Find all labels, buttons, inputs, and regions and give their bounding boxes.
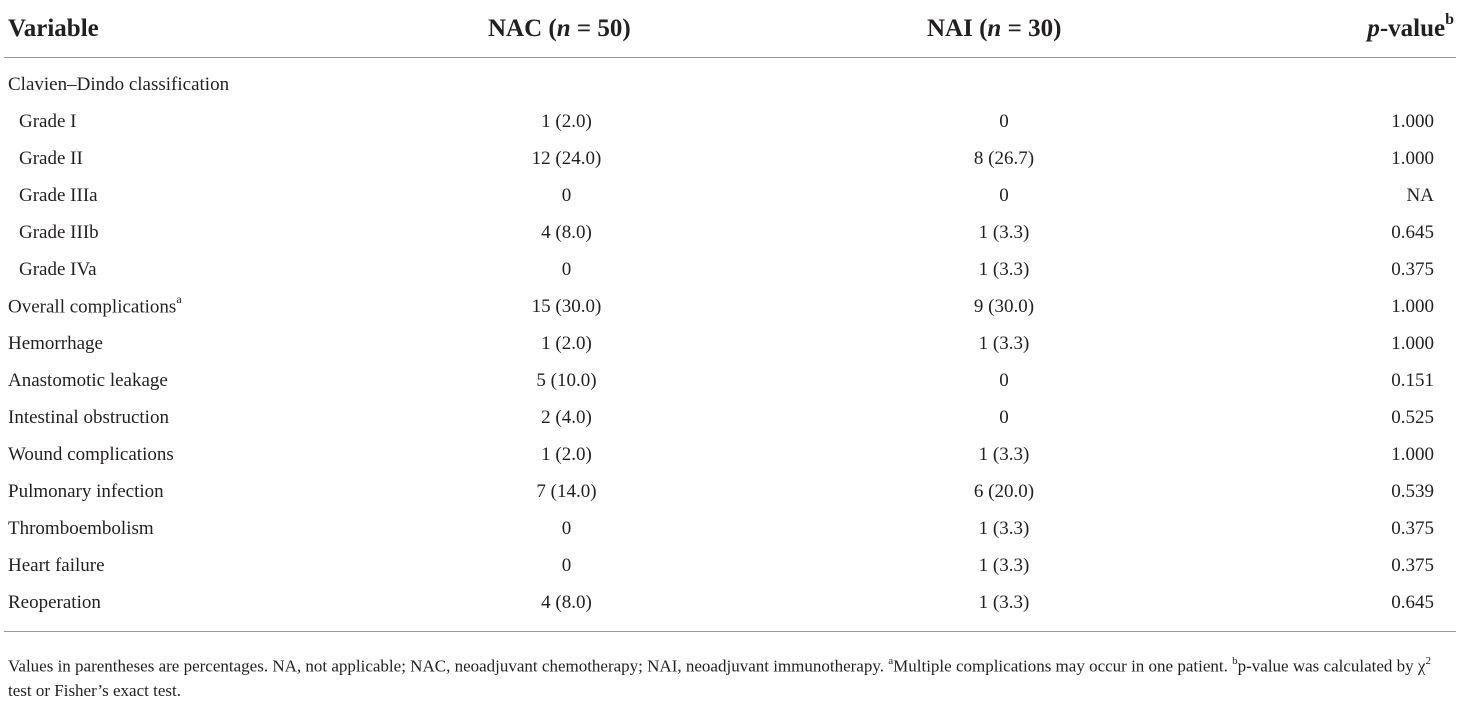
footnote-text-2: Multiple complications may occur in one patient. [893,656,1233,676]
table-row [4,547,1456,584]
nac-value: 0 [561,554,572,576]
header-nai-name: NAI ( [927,14,988,42]
table-header [4,0,1456,58]
cell-nai [699,584,1309,632]
header-nai-label [927,15,1061,42]
header-nac [434,0,699,58]
cell-nac [434,325,699,362]
cell-nai [699,362,1309,399]
cell-nac [434,177,699,214]
p-value: 0.375 [1391,258,1434,280]
p-value: 0.375 [1391,517,1434,539]
table-row [4,436,1456,473]
header-variable [4,0,434,58]
variable-label: Grade IIIa [19,184,98,206]
cell-nac [434,547,699,584]
nai-value: 8 (26.7) [973,147,1035,169]
nai-value: 1 (3.3) [978,258,1030,280]
p-value: 0.375 [1391,554,1434,576]
nai-value: 1 (3.3) [978,517,1030,539]
variable-label: Thromboembolism [8,517,154,539]
cell-variable [4,362,434,399]
nac-value: 4 (8.0) [541,221,592,243]
table-row [4,288,1456,325]
cell-variable [4,473,434,510]
cell-nai [699,58,1309,104]
nac-value: 15 (30.0) [531,295,602,317]
header-p-prefix: p [1367,15,1380,43]
nac-value: 0 [561,517,572,539]
nai-value: 1 (3.3) [978,443,1030,465]
variable-label: Overall complications [8,296,177,318]
cell-p-value [1309,473,1456,510]
cell-p-value [1309,177,1456,214]
nac-value: 0 [561,184,572,206]
header-nac-count: = 50) [570,14,631,42]
cell-p-value [1309,103,1456,140]
variable-label: Clavien–Dindo classification [8,73,230,95]
cell-nai [699,436,1309,473]
cell-p-value [1309,436,1456,473]
footnote-sup-a: a [888,655,894,667]
cell-variable [4,584,434,632]
table-row [4,399,1456,436]
nai-value: 0 [999,110,1009,132]
cell-variable [4,325,434,362]
nac-value: 5 (10.0) [536,369,597,391]
cell-nac [434,214,699,251]
nac-value: 12 (24.0) [531,147,602,169]
cell-nai [699,325,1309,362]
table-row [4,140,1456,177]
header-row [4,0,1456,58]
footnote-text-3: p-value was calculated by χ [1237,656,1426,676]
table-row [4,362,1456,399]
cell-nai [699,510,1309,547]
cell-nac [434,473,699,510]
variable-label: Anastomotic leakage [8,369,168,391]
cell-p-value [1309,58,1456,104]
cell-nai [699,473,1309,510]
cell-variable [4,177,434,214]
cell-nai [699,103,1309,140]
cell-variable [4,399,434,436]
header-p-suffix: -value [1379,15,1446,43]
cell-p-value [1309,547,1456,584]
cell-p-value [1309,288,1456,325]
nai-value: 9 (30.0) [973,295,1035,317]
cell-nac [434,58,699,104]
table-row [4,473,1456,510]
cell-nac [434,288,699,325]
variable-footnote-marker: a [176,292,182,307]
p-value: 0.539 [1391,480,1434,502]
nai-value: 1 (3.3) [978,332,1030,354]
cell-p-value [1309,584,1456,632]
cell-variable [4,58,434,104]
variable-label: Grade I [19,110,77,132]
cell-nac [434,251,699,288]
p-value: 1.000 [1391,332,1434,354]
nac-value: 7 (14.0) [536,480,597,502]
cell-p-value [1309,214,1456,251]
table-row [4,214,1456,251]
header-nac-label [488,15,631,42]
table-row [4,510,1456,547]
header-variable-label: Variable [8,14,99,42]
variable-label: Grade II [19,147,83,169]
nai-value: 0 [999,369,1009,391]
p-value: 0.525 [1391,406,1434,428]
nac-value: 2 (4.0) [541,406,592,428]
nac-value: 0 [561,258,572,280]
variable-label: Intestinal obstruction [8,406,169,428]
variable-label: Grade IIIb [19,221,99,243]
p-value: 1.000 [1391,110,1434,132]
cell-nac [434,584,699,632]
cell-nac [434,140,699,177]
p-value: 0.151 [1391,369,1434,391]
cell-variable [4,214,434,251]
complications-table [4,0,1456,632]
cell-variable [4,103,434,140]
header-nai-n: n [987,14,1002,42]
nac-value: 1 (2.0) [541,110,592,132]
cell-variable [4,140,434,177]
cell-p-value [1309,325,1456,362]
cell-nac [434,103,699,140]
nac-value: 4 (8.0) [541,591,592,613]
nai-value: 1 (3.3) [978,591,1030,613]
cell-p-value [1309,362,1456,399]
table-row [4,103,1456,140]
cell-nai [699,399,1309,436]
cell-nac [434,510,699,547]
variable-label: Reoperation [8,591,101,613]
header-nai [699,0,1309,58]
cell-variable [4,251,434,288]
p-value: NA [1406,184,1434,206]
cell-variable [4,547,434,584]
variable-label: Grade IVa [19,258,97,280]
cell-nai [699,251,1309,288]
nac-value: 1 (2.0) [541,332,592,354]
cell-nai [699,177,1309,214]
header-p-value [1309,0,1456,58]
cell-nac [434,362,699,399]
footnote-text-4: test or Fisher’s exact test. [8,680,181,700]
cell-nai [699,214,1309,251]
p-value: 1.000 [1391,147,1434,169]
variable-label: Heart failure [8,554,105,576]
variable-label: Wound complications [8,443,174,465]
footnote-sup-2: 2 [1425,655,1431,667]
cell-nac [434,399,699,436]
footnote-sup-b: b [1232,655,1238,667]
nai-value: 0 [999,406,1009,428]
table-row [4,251,1456,288]
nac-value: 1 (2.0) [541,443,592,465]
cell-p-value [1309,510,1456,547]
cell-p-value [1309,140,1456,177]
table-footnote [8,650,1448,703]
footnote-text-1: Values in parentheses are percentages. NA, not applicable; NAC, neoadjuvant chemotherapy; NAI, neoadjuvant immunotherapy. [8,656,889,676]
cell-nai [699,547,1309,584]
header-nac-n: n [556,14,571,42]
p-value: 0.645 [1391,221,1434,243]
variable-label: Pulmonary infection [8,480,164,502]
nai-value: 6 (20.0) [973,480,1035,502]
header-p-label [1367,10,1454,43]
table-body [4,58,1456,632]
cell-nac [434,436,699,473]
cell-variable [4,288,434,325]
header-nac-name: NAC ( [488,14,557,42]
cell-p-value [1309,251,1456,288]
variable-label: Hemorrhage [8,332,103,354]
cell-nai [699,288,1309,325]
table-row [4,177,1456,214]
p-value: 1.000 [1391,443,1434,465]
nai-value: 0 [999,184,1009,206]
p-value: 0.645 [1391,591,1434,613]
cell-variable [4,436,434,473]
table-row [4,325,1456,362]
header-nai-count: = 30) [1001,14,1062,42]
table-row [4,58,1456,104]
cell-p-value [1309,399,1456,436]
cell-nai [699,140,1309,177]
table-row [4,584,1456,632]
nai-value: 1 (3.3) [978,554,1030,576]
nai-value: 1 (3.3) [978,221,1030,243]
p-value: 1.000 [1391,295,1434,317]
header-p-sup: b [1445,10,1454,28]
cell-variable [4,510,434,547]
